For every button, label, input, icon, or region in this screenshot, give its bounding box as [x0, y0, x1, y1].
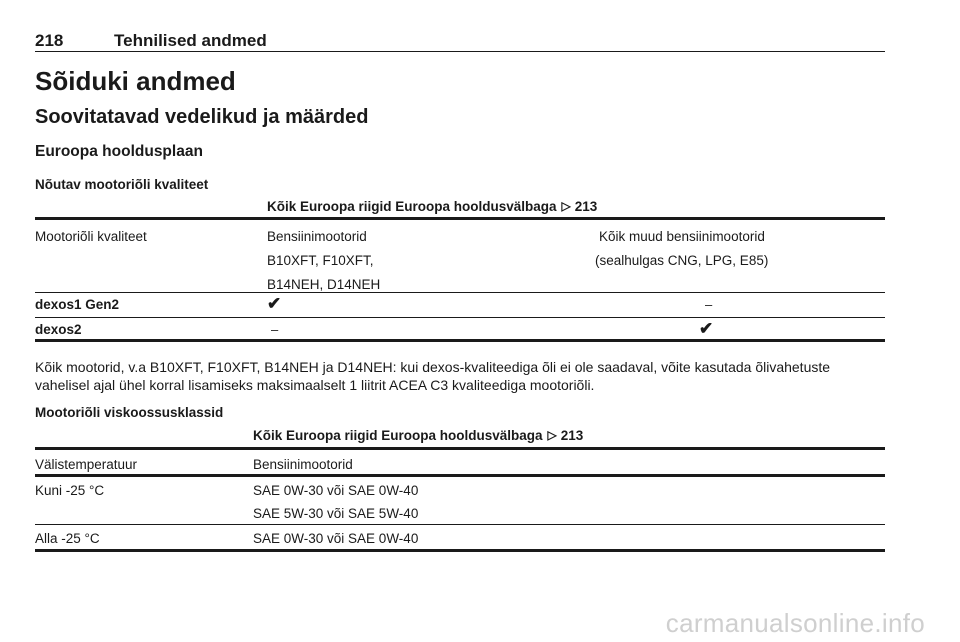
manual-page: [35, 0, 885, 642]
viscosity-heading: Mootoriõli viskoossusklassid: [35, 405, 224, 420]
cross-reference-icon: ▷: [561, 199, 571, 213]
viscosity-grade-cell: SAE 5W-30 või SAE 5W-40: [253, 506, 419, 521]
not-applicable-dash: –: [705, 297, 713, 312]
column-header-petrol-engines: Bensiinimootorid: [253, 457, 353, 472]
column-header-other-engines: Kõik muud bensiinimootorid: [599, 229, 765, 244]
section-title: Sõiduki andmed: [35, 66, 236, 96]
table-row-rule: [35, 524, 885, 525]
check-mark-icon: ✔: [267, 294, 282, 313]
column-header-outside-temperature: Välistemperatuur: [35, 457, 138, 472]
site-watermark: carmanualsonline.info: [665, 608, 925, 638]
caption-text: Kõik Euroopa riigid Euroopa hooldusvälbaga: [253, 428, 543, 443]
table-header-rule: [35, 474, 885, 477]
table-caption: [253, 428, 583, 443]
column-header-oil-quality: Mootoriõli kvaliteet: [35, 229, 147, 244]
check-mark-icon: ✔: [699, 319, 714, 338]
table-top-rule: [35, 447, 885, 450]
header-rule: [35, 51, 885, 52]
oil-note-paragraph: Kõik mootorid, v.a B10XFT, F10XFT, B14NEH ja D14NEH: kui dexos-kvaliteediga õli ei ole saadaval, võite kasutada õlivahetuste vahelisel ajal ühel korral lisamiseks maksimaalselt 1 liitrit ACEA C3 kvaliteediga mootoriõli.: [35, 359, 831, 393]
chapter-title: Tehnilised andmed: [114, 31, 267, 50]
page-reference-link[interactable]: 213: [560, 428, 584, 443]
oil-quality-heading: Nõutav mootoriõli kvaliteet: [35, 177, 209, 192]
temperature-cell: Kuni -25 °C: [35, 483, 105, 498]
page-number: 218: [35, 31, 64, 50]
viscosity-grade-cell: SAE 0W-30 või SAE 0W-40: [253, 483, 419, 498]
column-header-petrol-engines: Bensiinimootorid: [267, 229, 367, 244]
column-header-petrol-engines-line2: B10XFT, F10XFT,: [267, 253, 374, 268]
caption-text: Kõik Euroopa riigid Euroopa hooldusvälbaga: [267, 199, 557, 214]
column-header-other-engines-line2: (sealhulgas CNG, LPG, E85): [595, 253, 769, 268]
page-reference-link[interactable]: 213: [574, 199, 598, 214]
table-bottom-rule: [35, 549, 885, 552]
not-applicable-dash: –: [271, 322, 279, 337]
row-label-dexos2: dexos2: [35, 322, 82, 337]
row-label-dexos1-gen2: dexos1 Gen2: [35, 297, 120, 312]
table-row-rule: [35, 317, 885, 318]
table-row-rule: [35, 292, 885, 293]
table-top-rule: [35, 217, 885, 220]
subsubsection-title: Euroopa hooldusplaan: [35, 143, 203, 160]
table-caption: [267, 199, 597, 214]
temperature-cell: Alla -25 °C: [35, 531, 100, 546]
subsection-title: Soovitatavad vedelikud ja määrded: [35, 106, 369, 128]
table-bottom-rule: [35, 339, 885, 342]
running-header: [35, 31, 885, 51]
viscosity-grade-cell: SAE 0W-30 või SAE 0W-40: [253, 531, 419, 546]
cross-reference-icon: ▷: [547, 428, 557, 442]
column-header-petrol-engines-line3: B14NEH, D14NEH: [267, 277, 381, 292]
